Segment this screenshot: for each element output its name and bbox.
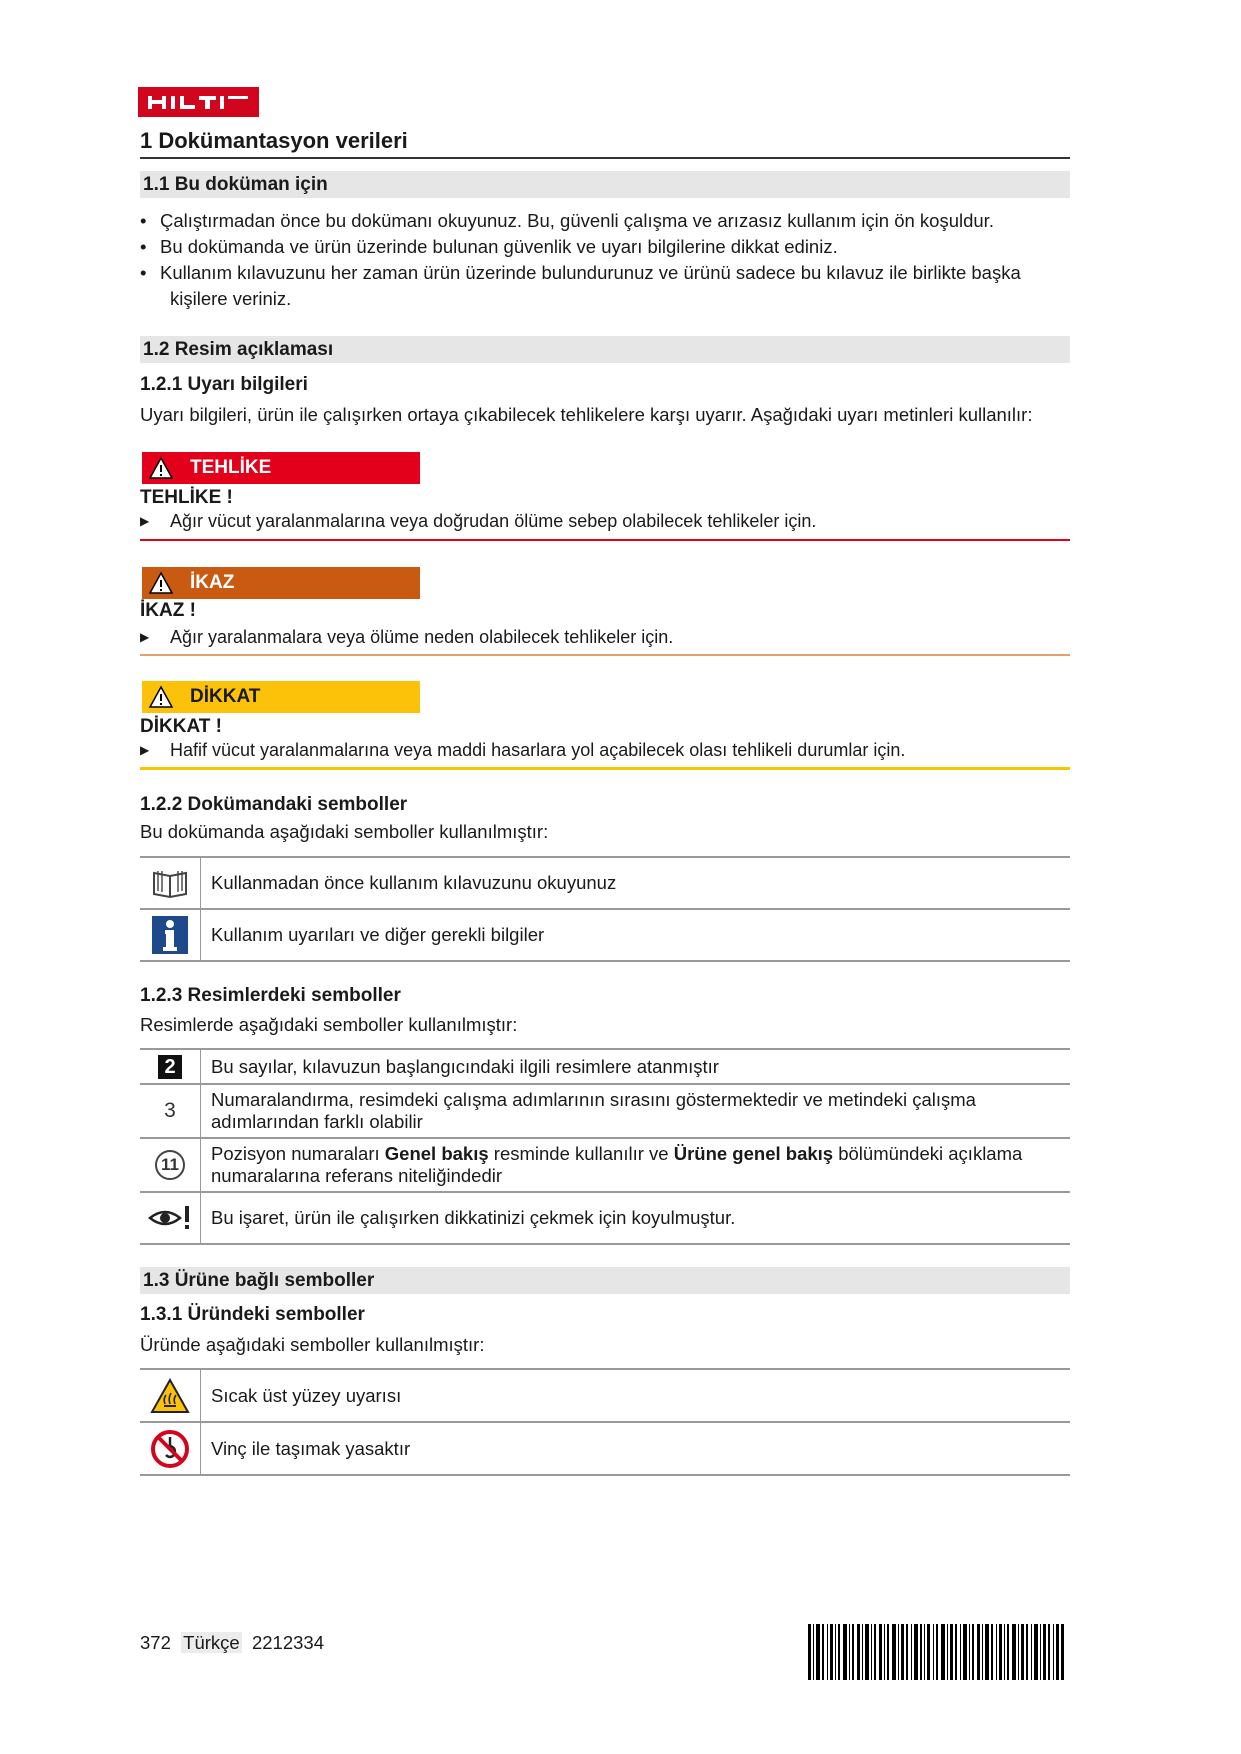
bullet-list [140, 208, 1140, 312]
table-row [140, 1370, 1070, 1423]
subsection-1-2-1-title: 1.2.1 Uyarı bilgileri [140, 374, 308, 395]
caution-signal-panel: DİKKAT [142, 681, 420, 713]
table-cell: Sıcak üst yüzey uyarısı [211, 1384, 402, 1406]
bullet-item-continuation: kişilere veriniz. [170, 288, 292, 309]
page-number: 372 [140, 1632, 171, 1653]
figure-symbols-intro: Resimlerde aşağıdaki semboller kullanılmıştır: [140, 1014, 518, 1035]
table-cell: Kullanım uyarıları ve diğer gerekli bilgiler [211, 924, 545, 945]
hilti-logo [138, 87, 259, 117]
caution-title: DİKKAT ! [140, 716, 222, 737]
figure-symbols-table [140, 1048, 1070, 1245]
table-cell: Bu sayılar, kılavuzun başlangıcındaki ilgili resimlere atanmıştır [211, 1055, 719, 1077]
doc-symbols-table [140, 856, 1070, 962]
book-icon [151, 867, 189, 899]
warning-info-intro: Uyarı bilgileri, ürün ile çalışırken ortaya çıkabilecek tehlikelere karşı uyarır. Aşağıdaki uyarı metinleri kullanılır: [140, 404, 1033, 425]
danger-title: TEHLİKE ! [140, 487, 233, 508]
footer-doc-number: 2212334 [251, 1632, 325, 1653]
warning-title: İKAZ ! [140, 600, 196, 621]
warning-triangle-icon [148, 456, 174, 480]
warning-signal-panel: İKAZ [142, 567, 420, 599]
hilti-logo-mark [138, 87, 259, 117]
table-row [140, 1050, 1070, 1085]
section-1-2-title: 1.2 Resim açıklaması [140, 336, 1070, 363]
table-row [140, 858, 1070, 910]
table-cell: Vinç ile taşımak yasaktır [211, 1437, 411, 1459]
position-number-icon: 11 [155, 1150, 185, 1180]
no-crane-lifting-icon [150, 1429, 190, 1469]
subsection-1-2-3-title: 1.2.3 Resimlerdeki semboller [140, 985, 401, 1006]
page-footer [140, 1632, 324, 1654]
table-cell: Numaralandırma, resimdeki çalışma adımlarının sırasını göstermektedir ve metindeki çalışma adımlarından farklı olabilir [211, 1089, 976, 1132]
danger-signal-panel: TEHLİKE [142, 452, 420, 484]
chapter-title: 1 Dokümantasyon verileri [140, 128, 1070, 159]
table-row [140, 1423, 1070, 1476]
subsection-1-3-1-title: 1.3.1 Üründeki semboller [140, 1304, 365, 1325]
section-1-3-title: 1.3 Ürüne bağlı semboller [140, 1267, 1070, 1294]
barcode-graphic [808, 1624, 1064, 1680]
table-row [140, 910, 1070, 962]
warning-divider [140, 654, 1070, 656]
table-cell: Kullanmadan önce kullanım kılavuzunu okuyunuz [211, 872, 617, 893]
section-1-1-title: 1.1 Bu doküman için [140, 171, 1070, 198]
warning-triangle-icon [148, 571, 174, 595]
product-symbols-intro: Üründe aşağıdaki semboller kullanılmıştır: [140, 1334, 485, 1355]
bullet-item: • Çalıştırmadan önce bu dokümanı okuyunuz. Bu, güvenli çalışma ve arızasız kullanım için ön koşuldur. [140, 210, 994, 231]
eye-attention-icon [148, 1204, 192, 1232]
danger-divider [140, 539, 1070, 541]
bullet-item: • Bu dokümanda ve ürün üzerinde bulunan güvenlik ve uyarı bilgilerine dikkat ediniz. [140, 236, 838, 257]
step-number-icon: 3 [164, 1099, 176, 1122]
figure-number-icon: 2 [158, 1055, 182, 1079]
doc-symbols-intro: Bu dokümanda aşağıdaki semboller kullanılmıştır: [140, 821, 549, 842]
product-symbols-table [140, 1368, 1070, 1476]
info-icon [151, 915, 189, 955]
footer-language: Türkçe [183, 1632, 240, 1653]
bullet-item: • Kullanım kılavuzunu her zaman ürün üzerinde bulundurunuz ve ürünü sadece bu kılavuz ile birlikte başka [140, 262, 1021, 283]
warning-triangle-icon [148, 685, 174, 709]
warning-text: ▶ Ağır yaralanmalara veya ölüme neden olabilecek tehlikeler için. [140, 627, 674, 647]
caution-text: ▶ Hafif vücut yaralanmalarına veya maddi hasarlara yol açabilecek olası tehlikeli durumlar için. [140, 740, 906, 760]
barcode [808, 1624, 1064, 1680]
table-cell: Pozisyon numaraları Genel bakış resminde kullanılır ve Ürüne genel bakış bölümündeki açıklama numaralarına referans niteliğindedir [211, 1143, 1023, 1186]
table-row [140, 1139, 1070, 1193]
hot-surface-warning-icon [150, 1378, 190, 1414]
danger-text: ▶ Ağır vücut yaralanmalarına veya doğrudan ölüme sebep olabilecek tehlikeler için. [140, 511, 817, 531]
table-row [140, 1085, 1070, 1139]
table-row [140, 1193, 1070, 1245]
subsection-1-2-2-title: 1.2.2 Dokümandaki semboller [140, 794, 408, 815]
table-cell: Bu işaret, ürün ile çalışırken dikkatinizi çekmek için koyulmuştur. [211, 1207, 736, 1228]
caution-divider [140, 767, 1070, 770]
